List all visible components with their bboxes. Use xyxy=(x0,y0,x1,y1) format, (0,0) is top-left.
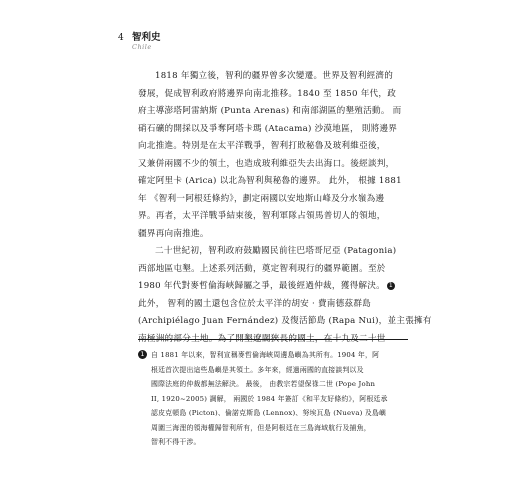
footnote-reference-marker[interactable]: 1 xyxy=(388,282,393,289)
footnote-number-badge: 1 xyxy=(138,350,147,359)
paragraph xyxy=(138,68,408,243)
text-line: 界。再者，太平洋戰爭結束後，智利軍隊占領馬普切人的領地， xyxy=(138,211,386,221)
text-line: 向北推進。特別是在太平洋戰爭，智利打敗秘魯及玻利維亞後， xyxy=(138,141,386,151)
text-line: 1980 年代對麥哲倫海峽歸屬之爭，最後經過仲裁，獲得解決。 xyxy=(138,281,385,291)
text-line: 年 《智利一阿根廷條約》，劃定兩國以安地斯山峰及分水嶺為邊 xyxy=(138,193,385,204)
footnote-line: 智利不得干涉。 xyxy=(151,438,201,446)
footnote-line: II, 1920~2005) 調解， 兩國於 1984 年簽訂《和平友好條約》，阿根廷承 xyxy=(151,394,388,403)
book-title: 智利史 xyxy=(132,32,161,43)
text-line: 發展，促成智利政府將邊界向南北推移。1840 至 1850 年代，政 xyxy=(138,88,397,99)
footnote-divider xyxy=(138,339,408,340)
text-line: (Archipiélago Juan Fernández) 及復活節島 (Rapa Nui)，並主張擁有 xyxy=(138,316,432,326)
footnote-line: 自 1881 年以來，智利宣稱麥哲倫海峽周邊島嶼為其所有。1904 年，阿 xyxy=(151,351,380,359)
text-line: 硝石礦的開採以及爭奪阿塔卡瑪 (Atacama) 沙漠地區， 則將邊界 xyxy=(138,123,398,134)
page-number: 4 xyxy=(118,33,124,43)
footnote-line: 認皮克頓島 (Picton)、倫諾克斯島 (Lennox)、努埃瓦島 (Nueva) 及島嶼 xyxy=(151,409,387,417)
paragraph xyxy=(138,243,432,348)
text-line: 疆界再向南推進。 xyxy=(138,228,209,239)
text-line: 西部地區屯墾。上述系列活動，奠定智利現行的疆界範圍。至於 xyxy=(138,263,386,274)
text-line: 此外， 智利的國土還包含位於太平洋的胡安 · 費南德茲群島 xyxy=(138,298,372,309)
text-line-with-footnote xyxy=(138,278,408,296)
footnote-text xyxy=(151,348,409,450)
book-subtitle: Chile xyxy=(132,43,152,51)
footnote-line: 根廷首次提出這些島嶼是其領土。多年來，經過兩國的直接談判以及 xyxy=(151,365,364,374)
text-line: 確定阿里卡 (Arica) 以北為智利與秘魯的邊界。 此外， 根據 1881 xyxy=(138,176,402,186)
text-line: 又兼併兩國不少的領土，也造成玻利維亞失去出海口。後經談判， xyxy=(138,158,395,169)
text-line: 南極洲的部分土地。為了開墾遼闊狹長的國土，在十九及二十世 xyxy=(138,333,386,344)
footnote-line: 國際法庭的仲裁都無法解決。 最後， 由教宗若望保祿二世 (Pope John xyxy=(151,380,376,388)
footnote-line: 周圍三海浬的領海權歸智利所有，但是阿根廷在三島海域航行及捕魚， xyxy=(151,423,371,432)
text-line: 府主導澎塔阿雷納斯 (Punta Arenas) 和南部湖區的墾殖活動。 而 xyxy=(138,106,402,116)
text-line: 二十世紀初，智利政府鼓勵國民前往巴塔哥尼亞 (Patagonia) xyxy=(155,246,397,256)
main-text xyxy=(138,68,432,348)
text-line: 1818 年獨立後，智利的疆界曾多次變遷。世界及智利經濟的 xyxy=(155,71,394,81)
